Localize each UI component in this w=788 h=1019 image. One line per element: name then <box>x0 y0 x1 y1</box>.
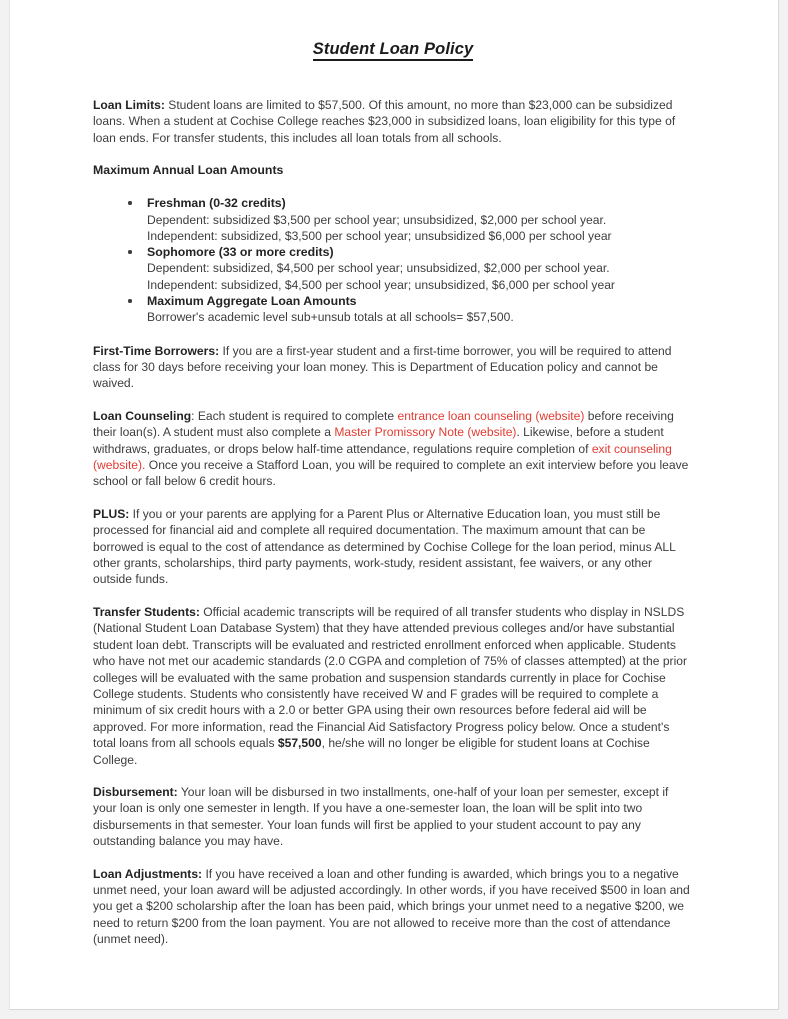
loan-counseling-text3: . Likewise, before a student withdraws, graduates, or drops below half-time attendance, regulations require completion of <box>93 425 664 456</box>
first-time-borrowers-lead: First-Time Borrowers: <box>93 343 220 358</box>
link-entrance-loan-counseling[interactable]: entrance loan counseling (website) <box>397 408 585 423</box>
loan-counseling-lead: Loan Counseling <box>93 408 192 423</box>
disbursement-lead: Disbursement: <box>93 784 178 799</box>
link-master-promissory-note[interactable]: Master Promissory Note (website) <box>334 425 517 440</box>
bullet-dot-icon <box>128 299 132 303</box>
page-title-text: Student Loan Policy <box>313 40 474 61</box>
plus-body: If you or your parents are applying for a Parent Plus or Alternative Education loan, you must still be processed for financial aid and complete all required documentation. The maximum amount that can be borrowed is equal to the cost of attendance as determined by Cochise College for the loan period, minus ALL other grants, scholarships, third party payments, work-study, resident assistant, fee waivers, or any other outside funds. <box>93 506 676 587</box>
transfer-students-amount: $57,500 <box>277 736 322 751</box>
document-content <box>93 40 693 964</box>
list-item-line2: Independent: subsidized, $4,500 per school year; unsubsidized, $6,000 per school year <box>147 277 615 292</box>
page-title <box>93 40 693 59</box>
bullet-dot-icon <box>128 201 132 205</box>
section-loan-limits <box>93 97 693 146</box>
list-item <box>93 195 693 244</box>
section-transfer-students <box>93 604 693 768</box>
list-item-line2: Independent: subsidized, $3,500 per school year; unsubsidized $6,000 per school year <box>147 228 612 243</box>
section-loan-counseling <box>93 408 693 490</box>
link-exit-counseling[interactable]: exit counseling (website). <box>93 441 672 473</box>
transfer-students-text1: Official academic transcripts will be required of all transfer students who display in NSLDS (National Student Loan Database System) that they have attended previous colleges and/or have substantial student loan debt. Transcripts will be evaluated and restricted enrollment enforced when applicable. Students who have not met our academic standards (2.0 CGPA and completion of 75% of classes attempted) at the prior colleges will be evaluated with the same probation and suspension standards currently in place for Cochise College students. Students who consistently have received W and F grades will be required to complete a minimum of six credit hours with a 2.0 or better GPA using their own resources before federal aid will be approved. For more information, read the Financial Aid Satisfactory Progress policy below. Once a student's total loans from all schools equals <box>93 604 688 751</box>
section-loan-adjustments <box>93 866 693 948</box>
transfer-students-lead: Transfer Students: <box>93 604 200 619</box>
list-item <box>93 293 693 326</box>
document-page <box>9 0 779 1010</box>
list-item-title: Sophomore (33 or more credits) <box>147 245 334 260</box>
loan-adjustments-lead: Loan Adjustments: <box>93 866 203 881</box>
list-item-title: Freshman (0-32 credits) <box>147 196 286 211</box>
plus-lead: PLUS: <box>93 506 130 521</box>
section-disbursement <box>93 784 693 850</box>
list-item-title: Maximum Aggregate Loan Amounts <box>147 294 357 308</box>
list-item-line1: Dependent: subsidized, $4,500 per school year; unsubsidized, $2,000 per school year. <box>147 261 610 276</box>
loan-limits-lead: Loan Limits: <box>93 98 165 112</box>
bullet-dot-icon <box>128 250 132 254</box>
loan-counseling-text2: before receiving their loan(s). A student must also complete a <box>93 408 674 440</box>
loan-counseling-text4: Once you receive a Stafford Loan, you will be required to complete an exit interview before you leave school or fall below 6 credit hours. <box>93 458 689 489</box>
loan-limits-body: Student loans are limited to $57,500. Of this amount, no more than $23,000 can be subsidized loans. When a student at Cochise College reaches $23,000 in subsidized loans, loan eligibility for this type of loan ends. For transfer students, this includes all loan totals from all schools. <box>93 98 676 145</box>
transfer-students-text2: , he/she will no longer be eligible for student loans at Cochise College. <box>93 736 650 767</box>
loan-counseling-text1: : Each student is required to complete <box>191 408 398 423</box>
list-item <box>93 244 693 293</box>
disbursement-body: Your loan will be disbursed in two installments, one-half of your loan per semester, except if your loan is only one semester in length. If you have a one-semester loan, the loan will be split into two disbursements in that semester. Your loan funds will first be applied to your student account to pay any outstanding balance you may have. <box>93 784 669 849</box>
loan-adjustments-body: If you have received a loan and other funding is awarded, which brings you to a negative unmet need, your loan award will be adjusted accordingly. In other words, if you have received $500 in loan and you get a $200 scholarship after the loan has been paid, which brings your unmet need to a negative $200, we need to return $200 from the loan payment. You are not allowed to receive more than the cost of attendance (unmet need). <box>93 866 690 947</box>
section-plus <box>93 506 693 588</box>
section-first-time-borrowers <box>93 343 693 392</box>
list-item-line1: Borrower's academic level sub+unsub totals at all schools= $57,500. <box>147 310 514 325</box>
first-time-borrowers-body: If you are a first-year student and a first-time borrower, you will be required to attend class for 30 days before receiving your loan money. This is Department of Education policy and cannot be waived. <box>93 343 672 391</box>
list-item-line1: Dependent: subsidized $3,500 per school year; unsubsidized, $2,000 per school year. <box>147 212 607 227</box>
max-annual-list <box>93 195 693 325</box>
subheading-max-annual: Maximum Annual Loan Amounts <box>93 163 284 178</box>
